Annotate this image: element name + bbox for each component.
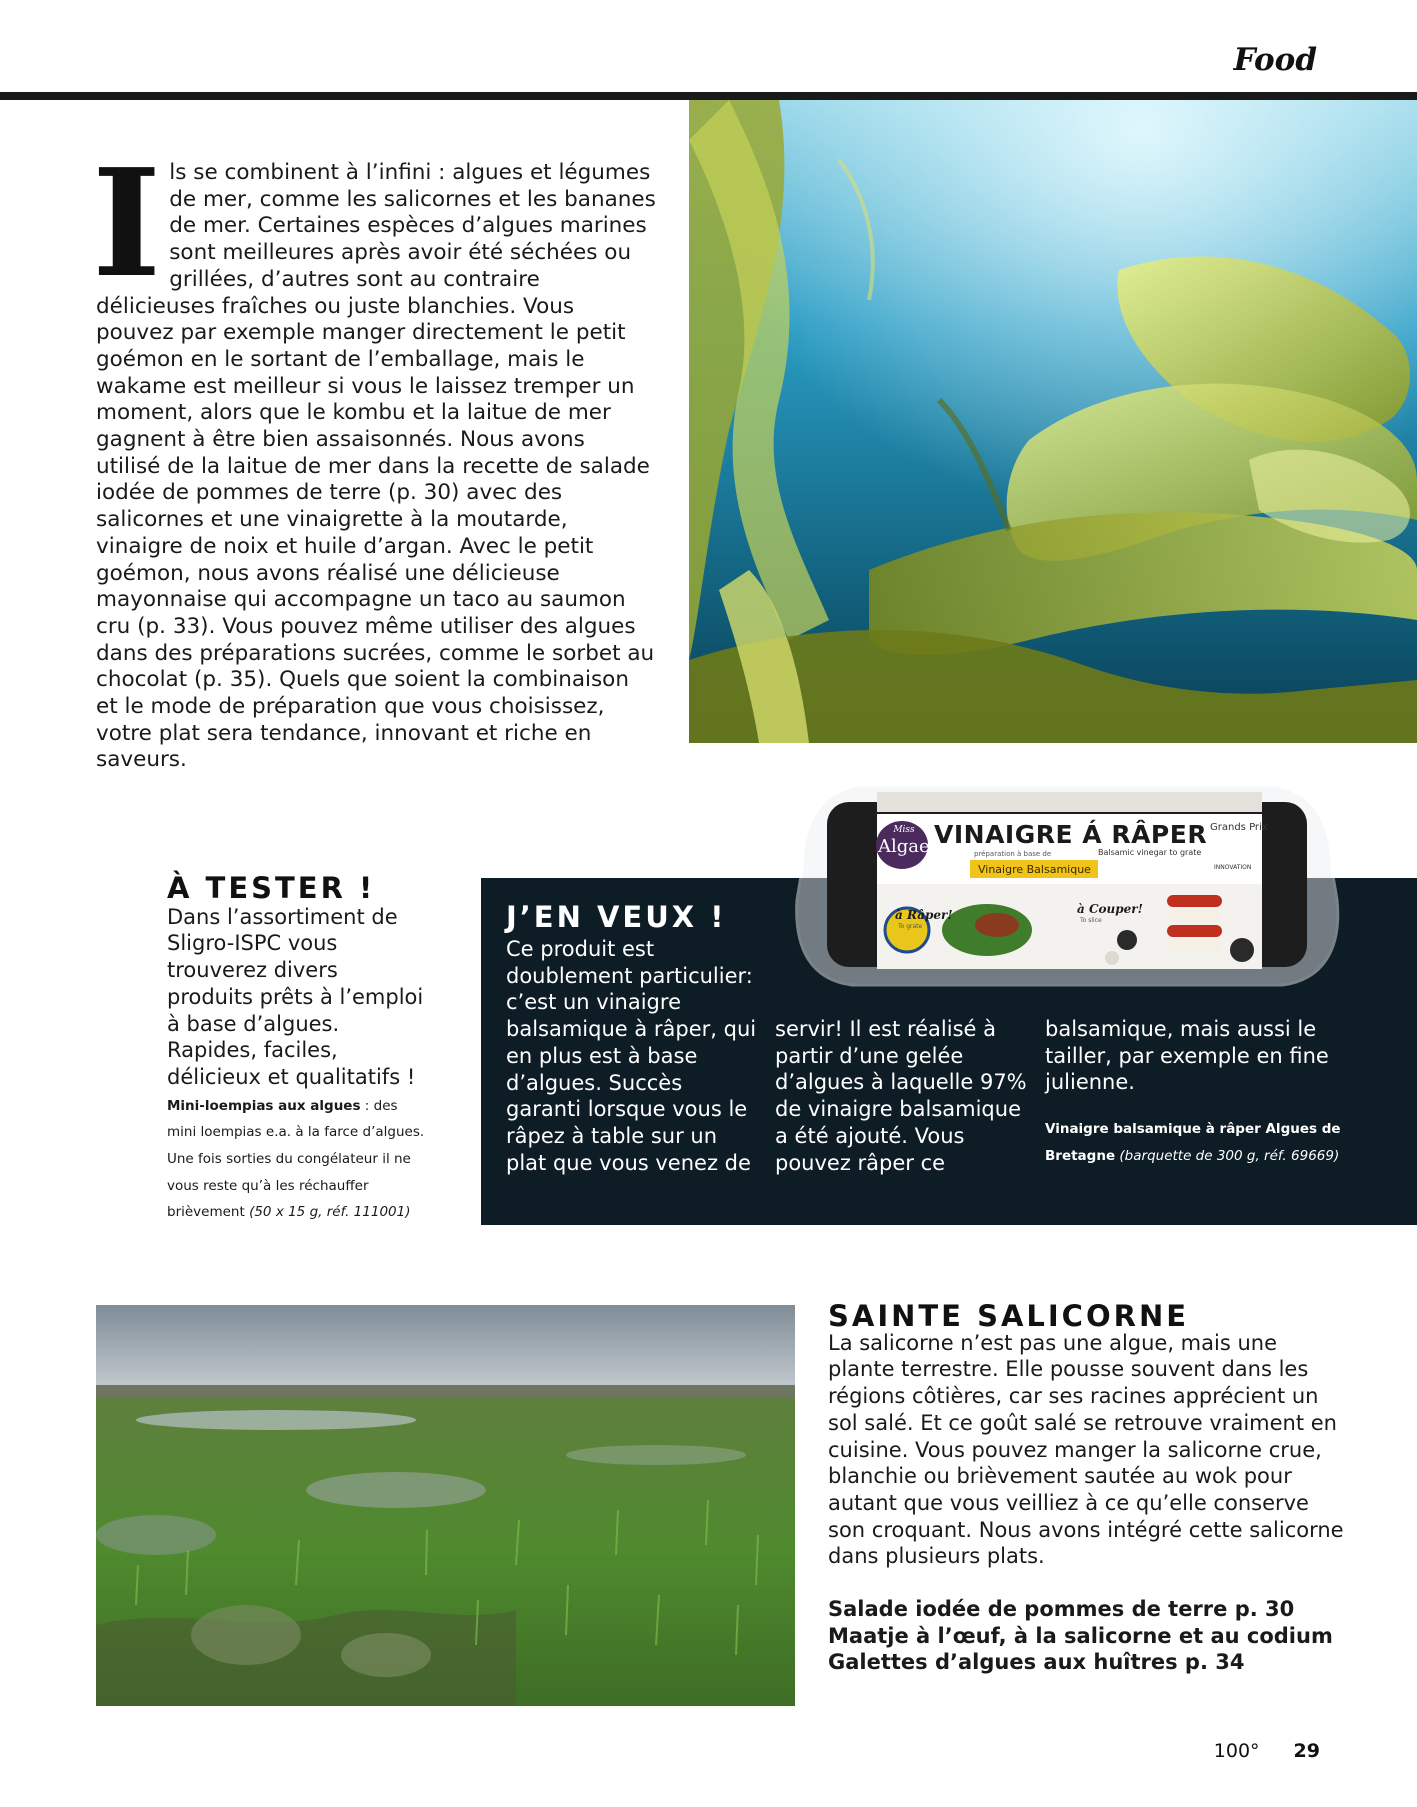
package-subtitle: Balsamic vinegar to grate (1098, 848, 1202, 857)
tester-body: Dans l’assortiment de Sligro-ISPC vous trouverez divers produits prêts à l’emploi à base d’algues. Rapides, faciles, délicieux et qualitatifs ! (167, 904, 424, 1089)
publication-name: 100° (1213, 1740, 1260, 1762)
salicorne-body: La salicorne n’est pas une algue, mais une plante terrestre. Elle pousse souvent dans les régions côtières, car ses racines apprécient un sol salé. Et ce goût salé se retrouve vraiment en cuisine. Vous pouvez manger la salicorne crue, blanchie ou brièvement sautée au wok pour autant que vous veilliez à ce qu’elle conserve son croquant. Nous avons intégré cette salicorne dans plusieurs plats. (828, 1330, 1344, 1569)
page-number: 29 (1293, 1740, 1320, 1762)
tester-product-caption (167, 1093, 427, 1227)
recipe-link[interactable]: Salade iodée de pommes de terre p. 30 (828, 1597, 1295, 1622)
header-rule (0, 92, 1417, 100)
tester-heading: À TESTER ! (167, 871, 376, 905)
salicorne-marsh-photo (96, 1305, 795, 1706)
kelp-forest-photo (689, 100, 1417, 743)
recipe-link[interactable]: Galettes d’algues aux huîtres p. 34 (828, 1650, 1245, 1675)
jenveux-column-2: servir! Il est réalisé à partir d’une gelée d’algues à laquelle 97% de vinaigre balsamique a été ajouté. Vous pouvez râper ce (775, 1017, 1027, 1175)
intro-article (92, 136, 656, 774)
jenveux-heading: J’EN VEUX ! (506, 900, 727, 934)
tester-product-ref: (50 x 15 g, réf. 111001) (249, 1204, 411, 1221)
package-award-sub: INNOVATION (1214, 864, 1252, 871)
product-package-photo (782, 780, 1352, 990)
recipe-link[interactable]: Maatje à l’œuf, à la salicorne et au codium (828, 1623, 1333, 1648)
jenveux-column-3 (1045, 1016, 1375, 1170)
salicorne-recipe-list (828, 1596, 1348, 1676)
salicorne-article (828, 1299, 1348, 1676)
package-couper-sub: To slice (1080, 917, 1102, 924)
drop-cap: I (92, 136, 162, 310)
section-label: Food (1233, 42, 1317, 78)
package-raper-sub: To grate (898, 923, 923, 930)
jenveux-product-name: Vinaigre balsamique à râper Algues de Bretagne (1045, 1121, 1341, 1164)
package-label: Vinaigre Balsamique (978, 863, 1091, 876)
tester-product-desc: : des mini loempias e.a. à la farce d’algues. Une fois sorties du congélateur il ne vous reste qu’à les réchauffer brièvement (167, 1097, 425, 1221)
package-brand: Algae (878, 836, 930, 857)
page-footer (1214, 1740, 1320, 1762)
package-brand-top: Miss (893, 825, 915, 835)
tester-product-name: Mini-loempias aux algues (167, 1097, 361, 1114)
package-title: VINAIGRE Á RÂPER (934, 820, 1208, 849)
jenveux-column-1: Ce produit est doublement particulier: c’est un vinaigre balsamique à râper, qui en plus est à base d’algues. Succès garanti lorsque vous le râpez à table sur un plat que vous venez de (506, 937, 757, 1175)
package-raper: à Râper! (895, 908, 953, 922)
package-couper: à Couper! (1077, 902, 1143, 916)
tester-sidebar (167, 871, 427, 1226)
package-prep: préparation à base de (974, 850, 1052, 858)
jenveux-column-3-text: balsamique, mais aussi le tailler, par exemple en fine julienne. (1045, 1017, 1329, 1095)
package-award: Grands Prix (1210, 822, 1268, 833)
jenveux-product-caption (1045, 1116, 1375, 1169)
intro-paragraph: ls se combinent à l’infini : algues et légumes de mer, comme les salicornes et les bananes de mer. Certaines espèces d’algues marines sont meilleures après avoir été séchées ou grillées, d’autres sont au contraire délicieuses fraîches ou juste blanchies. Vous pouvez par exemple manger directement le petit goémon en le sortant de l’emballage, mais le wakame est meilleur si vous le laissez tremper un moment, alors que le kombu et la laitue de mer gagnent à être bien assaisonnés. Nous avons utilisé de la laitue de mer dans la recette de salade iodée de pommes de terre (p. 30) avec des salicornes et une vinaigrette à la moutarde, vinaigre de noix et huile d’argan. Avec le petit goémon, nous avons réalisé une délicieuse mayonnaise qui accompagne un taco au saumon cru (p. 33). Vous pouvez même utiliser des algues dans des préparations sucrées, comme le sorbet au chocolat (p. 35). Quels que soient la combinaison et le mode de préparation que vous choisissez, votre plat sera tendance, innovant et riche en saveurs. (96, 160, 656, 773)
salicorne-heading: SAINTE SALICORNE (828, 1299, 1190, 1333)
jenveux-product-ref: (barquette de 300 g, réf. 69669) (1119, 1147, 1340, 1164)
